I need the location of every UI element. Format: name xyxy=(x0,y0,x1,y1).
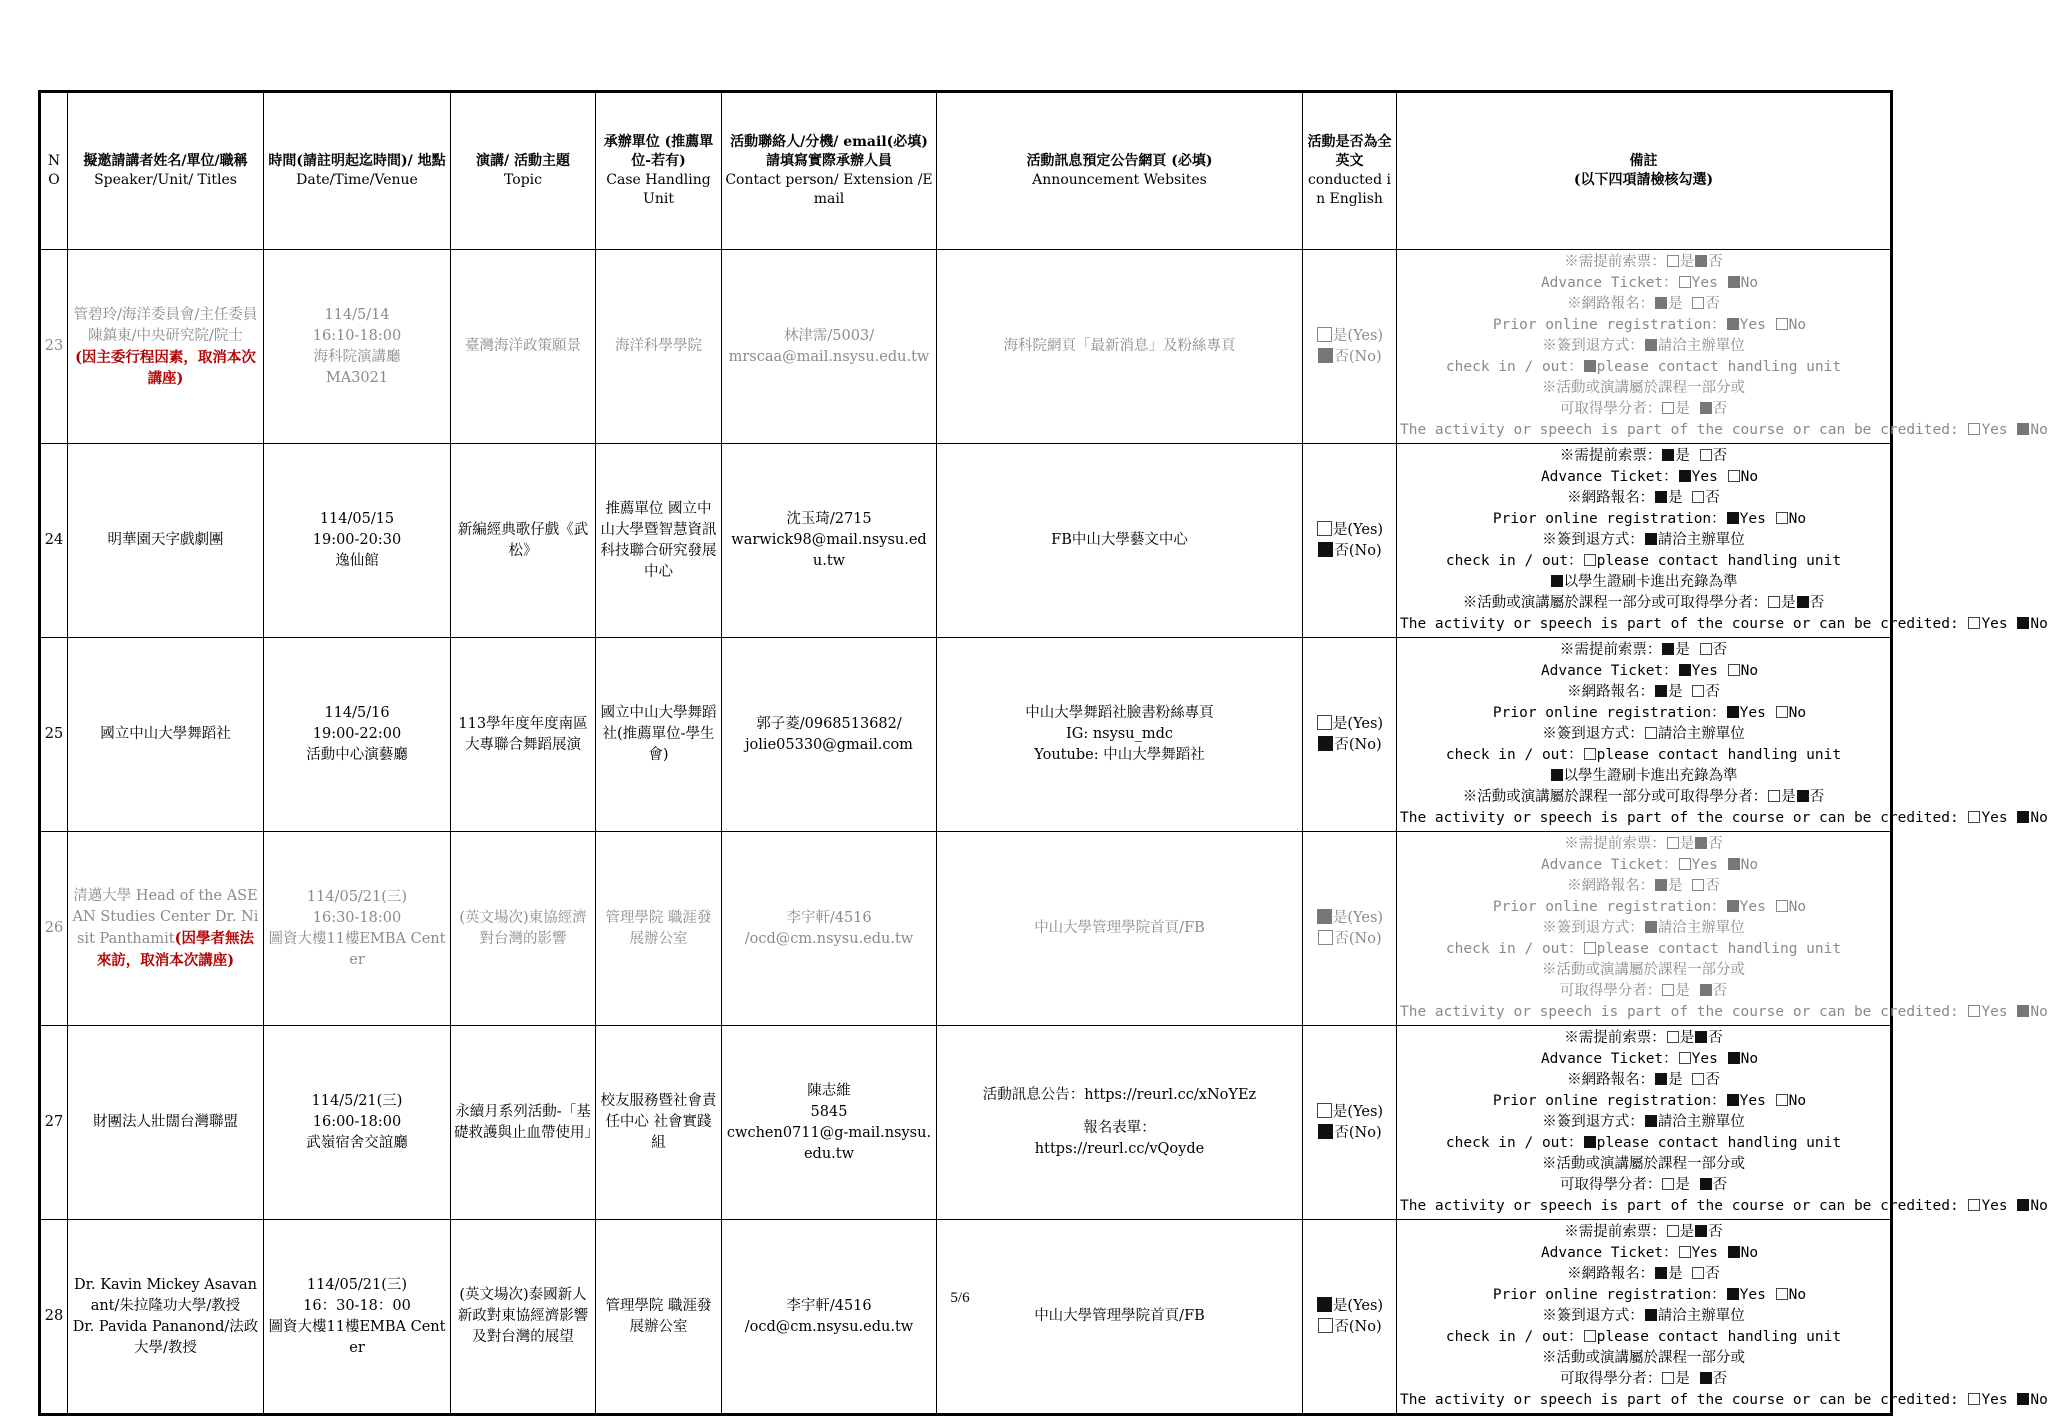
col-header-remark: 備註 (以下四項請檢核勾選) xyxy=(1397,92,1892,250)
col-header-topic: 演講/ 活動主題 Topic xyxy=(451,92,596,250)
time-cell: 114/5/14 16:10-18:00 海科院演講廳 MA3021 xyxy=(264,250,451,444)
web-cell: 活動訊息公告：https://reurl.cc/xNoYEz 報名表單： https://reurl.cc/vQoyde xyxy=(937,1026,1303,1220)
cancel-note: (因學者無法來訪，取消本次講座) xyxy=(96,929,254,969)
checkbox-icon xyxy=(1317,327,1332,342)
contact-cell: 李宇軒/4516 /ocd@cm.nsysu.edu.tw xyxy=(722,832,937,1026)
speaker-cell: 國立中山大學舞蹈社 xyxy=(68,638,264,832)
checkbox-icon xyxy=(1317,1103,1332,1118)
topic-cell: 永續月系列活動-「基礎救護與止血帶使用」 xyxy=(451,1026,596,1220)
col-header-time: 時間(請註明起迄時間)/ 地點 Date/Time/Venue xyxy=(264,92,451,250)
unit-cell: 管理學院 職涯發展辦公室 xyxy=(596,1220,722,1415)
header-row xyxy=(40,92,1892,250)
remark-cell: ※需提前索票： 是 否 Advance Ticket： Yes No ※網路報名： 是 否 Prior online registration： Yes No ※簽到退方式： 請洽主辦單位 check in / out： please contact handling unit ※活動或演講屬於課程一部分或 可取得學分者： 是 否 The activity or speech is part of the course or can be credited: Yes No xyxy=(1397,1220,1892,1415)
web-cell: 海科院網頁「最新消息」及粉絲專頁 xyxy=(937,250,1303,444)
topic-cell: 新編經典歌仔戲《武松》 xyxy=(451,444,596,638)
row-number: 25 xyxy=(40,638,68,832)
registration-link[interactable]: https://reurl.cc/vQoyde xyxy=(1034,1141,1205,1157)
contact-cell: 陳志維 5845 cwchen0711@g-mail.nsysu.edu.tw xyxy=(722,1026,937,1220)
col-header-english: 活動是否為全英文 conducted in English xyxy=(1303,92,1397,250)
english-cell: 是(Yes) 否(No) xyxy=(1303,1026,1397,1220)
checkbox-checked-icon xyxy=(1318,1124,1333,1139)
checkbox-icon xyxy=(1317,521,1332,536)
time-cell: 114/05/21(三) 16：30-18：00 圖資大樓11樓EMBA Center xyxy=(264,1220,451,1415)
english-cell: 是(Yes) 否(No) xyxy=(1303,832,1397,1026)
topic-cell: (英文場次)東協經濟對台灣的影響 xyxy=(451,832,596,1026)
unit-cell: 校友服務暨社會責任中心 社會實踐組 xyxy=(596,1026,722,1220)
english-cell: 是(Yes) 否(No) xyxy=(1303,250,1397,444)
web-cell: FB中山大學藝文中心 xyxy=(937,444,1303,638)
unit-cell: 管理學院 職涯發展辦公室 xyxy=(596,832,722,1026)
speaker-cell: 財團法人壯闊台灣聯盟 xyxy=(68,1026,264,1220)
english-cell: 是(Yes) 否(No) xyxy=(1303,638,1397,832)
row-number: 28 xyxy=(40,1220,68,1415)
unit-cell: 國立中山大學舞蹈社(推薦單位-學生會) xyxy=(596,638,722,832)
row-number: 24 xyxy=(40,444,68,638)
speaker-cell: 明華園天字戲劇團 xyxy=(68,444,264,638)
col-header-speaker: 擬邀請講者姓名/單位/職稱 Speaker/Unit/ Titles xyxy=(68,92,264,250)
english-cell: 是(Yes) 否(No) xyxy=(1303,444,1397,638)
table-row xyxy=(40,638,1892,832)
time-cell: 114/5/21(三) 16:00-18:00 武嶺宿舍交誼廳 xyxy=(264,1026,451,1220)
event-table xyxy=(38,90,2048,1416)
cancel-note: (因主委行程因素，取消本次講座) xyxy=(75,348,256,387)
row-number: 23 xyxy=(40,250,68,444)
contact-cell: 郭子菱/0968513682/ jolie05330@gmail.com xyxy=(722,638,937,832)
topic-cell: 臺灣海洋政策願景 xyxy=(451,250,596,444)
english-cell: 是(Yes) 否(No) xyxy=(1303,1220,1397,1415)
web-cell: 中山大學管理學院首頁/FB xyxy=(937,832,1303,1026)
time-cell: 114/05/15 19:00-20:30 逸仙館 xyxy=(264,444,451,638)
page-number: 5/6 xyxy=(950,1290,970,1306)
announcement-link[interactable]: 活動訊息公告：https://reurl.cc/xNoYEz xyxy=(982,1087,1257,1103)
table-row xyxy=(40,250,1892,444)
web-cell: 中山大學舞蹈社臉書粉絲專頁 IG: nsysu_mdc Youtube: 中山大學舞蹈社 xyxy=(937,638,1303,832)
contact-cell: 沈玉琦/2715 warwick98@mail.nsysu.edu.tw xyxy=(722,444,937,638)
speaker-cell: 清邁大學 Head of the ASEAN Studies Center Dr. Nisit Panthamit(因學者無法來訪，取消本次講座) xyxy=(68,832,264,1026)
remark-cell: ※需提前索票： 是 否 Advance Ticket： Yes No ※網路報名： 是 否 Prior online registration： Yes No ※簽到退方式： 請洽主辦單位 check in / out： please contact handling unit 以學生證刷卡進出充錄為準 ※活動或演講屬於課程一部分或可取得學分者： 是 否 The activity or speech is part of the course or can be credited: Yes No xyxy=(1397,638,1892,832)
checkbox-icon xyxy=(1318,930,1333,945)
row-number: 27 xyxy=(40,1026,68,1220)
remark-cell: ※需提前索票： 是 否 Advance Ticket： Yes No ※網路報名： 是 否 Prior online registration： Yes No ※簽到退方式： 請洽主辦單位 check in / out： please contact handling unit ※活動或演講屬於課程一部分或 可取得學分者： 是 否 The activity or speech is part of the course or can be credited: Yes No xyxy=(1397,1026,1892,1220)
checkbox-icon xyxy=(1318,1318,1333,1333)
checkbox-checked-icon xyxy=(1317,909,1332,924)
row-number: 26 xyxy=(40,832,68,1026)
speaker-cell: Dr. Kavin Mickey Asavanant/朱拉隆功大學/教授 Dr. Pavida Pananond/法政大學/教授 xyxy=(68,1220,264,1415)
checkbox-checked-icon xyxy=(1318,348,1333,363)
checkbox-checked-icon xyxy=(1318,736,1333,751)
checkbox-icon xyxy=(1317,715,1332,730)
unit-cell: 海洋科學學院 xyxy=(596,250,722,444)
col-header-unit: 承辦單位 (推薦單位-若有) Case Handling Unit xyxy=(596,92,722,250)
contact-cell: 林津霈/5003/ mrscaa@mail.nsysu.edu.tw xyxy=(722,250,937,444)
remark-cell: ※需提前索票： 是 否 Advance Ticket： Yes No ※網路報名： 是 否 Prior online registration： Yes No ※簽到退方式： 請洽主辦單位 check in / out： please contact handling unit ※活動或演講屬於課程一部分或 可取得學分者： 是 否 The activity or speech is part of the course or can be credited: Yes No xyxy=(1397,250,1892,444)
checkbox-checked-icon xyxy=(1318,542,1333,557)
table-row xyxy=(40,1026,1892,1220)
contact-cell: 李宇軒/4516 /ocd@cm.nsysu.edu.tw xyxy=(722,1220,937,1415)
col-header-web: 活動訊息預定公告網頁 (必填) Announcement Websites xyxy=(937,92,1303,250)
topic-cell: (英文場次)泰國新人新政對東協經濟影響及對台灣的展望 xyxy=(451,1220,596,1415)
table-row xyxy=(40,444,1892,638)
col-header-no: NO xyxy=(40,92,68,250)
unit-cell: 推薦單位 國立中山大學暨智慧資訊科技聯合研究發展中心 xyxy=(596,444,722,638)
remark-cell: ※需提前索票： 是 否 Advance Ticket： Yes No ※網路報名： 是 否 Prior online registration： Yes No ※簽到退方式： 請洽主辦單位 check in / out： please contact handling unit 以學生證刷卡進出充錄為準 ※活動或演講屬於課程一部分或可取得學分者： 是 否 The activity or speech is part of the course or can be credited: Yes No xyxy=(1397,444,1892,638)
remark-cell: ※需提前索票： 是 否 Advance Ticket： Yes No ※網路報名： 是 否 Prior online registration： Yes No ※簽到退方式： 請洽主辦單位 check in / out： please contact handling unit ※活動或演講屬於課程一部分或 可取得學分者： 是 否 The activity or speech is part of the course or can be credited: Yes No xyxy=(1397,832,1892,1026)
web-cell: 中山大學管理學院首頁/FB xyxy=(937,1220,1303,1415)
speaker-cell: 管碧玲/海洋委員會/主任委員 陳鎮東/中央研究院/院士 (因主委行程因素，取消本次講座) xyxy=(68,250,264,444)
topic-cell: 113學年度年度南區大專聯合舞蹈展演 xyxy=(451,638,596,832)
table-row xyxy=(40,1220,1892,1415)
time-cell: 114/5/16 19:00-22:00 活動中心演藝廳 xyxy=(264,638,451,832)
col-header-contact: 活動聯絡人/分機/ email(必填)請填寫實際承辦人員 Contact person/ Extension /Email xyxy=(722,92,937,250)
time-cell: 114/05/21(三) 16:30-18:00 圖資大樓11樓EMBA Center xyxy=(264,832,451,1026)
table-row xyxy=(40,832,1892,1026)
